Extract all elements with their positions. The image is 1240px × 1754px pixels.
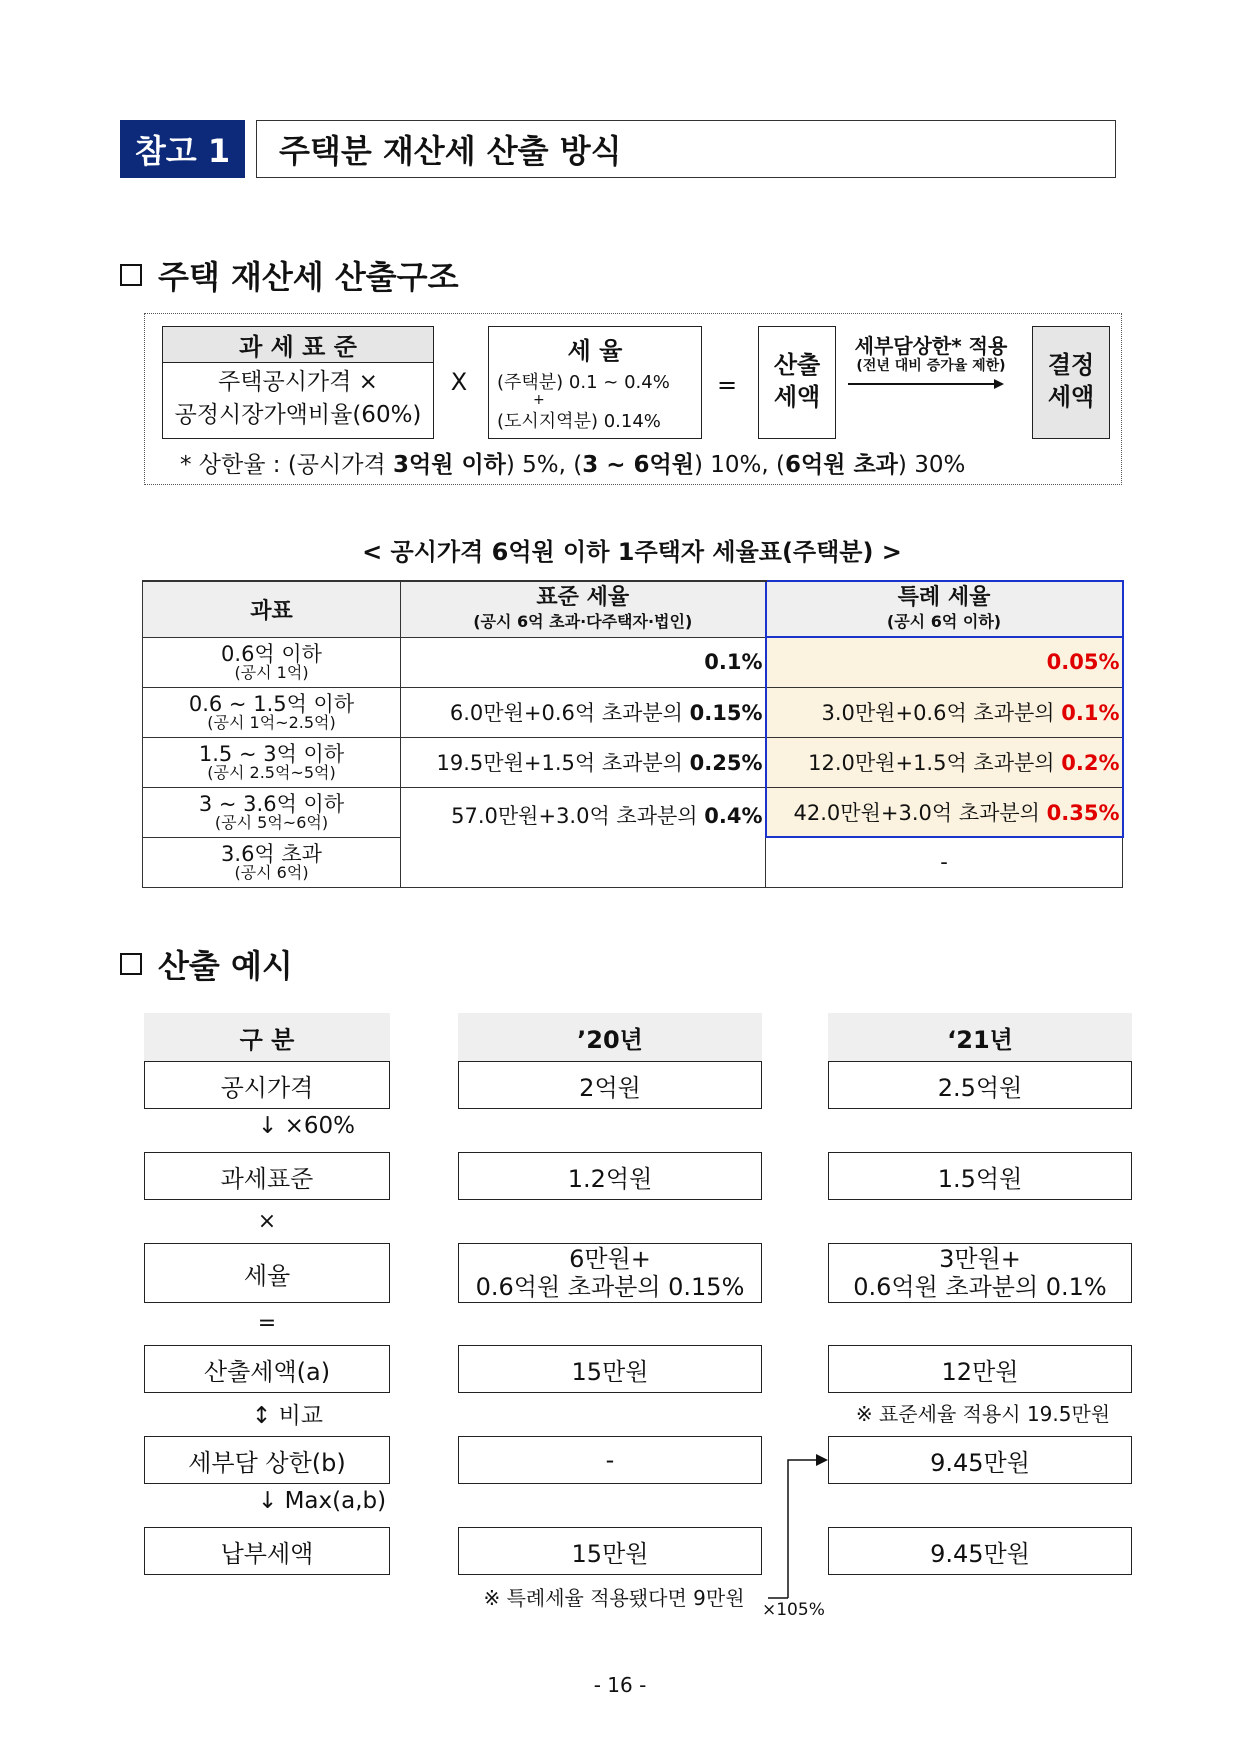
connector-max: ↓ Max(a,b): [258, 1488, 387, 1514]
table-caption: < 공시가격 6억원 이하 1주택자 세율표(주택분) >: [362, 537, 902, 566]
price-2021: 2.5억원: [828, 1061, 1132, 1109]
checkbox-square-icon: [120, 953, 142, 975]
bracket-cell: 0.6 ~ 1.5억 이하 (공시 1억~2.5억): [143, 687, 401, 737]
standard-rate-cell: 6.0만원+0.6억 초과분의 0.15%: [401, 687, 766, 737]
row-label-tax-cap: 세부담 상한(b): [144, 1436, 390, 1484]
tax-base-title: 과 세 표 준: [162, 326, 434, 363]
rate-2020: 6만원+ 0.6억원 초과분의 0.15%: [458, 1243, 762, 1303]
row-label-price: 공시가격: [144, 1061, 390, 1109]
header-bracket: 과표: [143, 581, 401, 637]
reference-badge: 참고 1: [120, 120, 245, 178]
checkbox-square-icon: [120, 264, 142, 286]
cap-2021: 9.45만원: [828, 1436, 1132, 1484]
bracket-cell: 3.6억 초과 (공시 6억): [143, 837, 401, 887]
calculated-tax-line2: 세액: [773, 383, 821, 412]
final-tax-line2: 세액: [1047, 383, 1095, 412]
base-2020: 1.2억원: [458, 1152, 762, 1200]
header-standard-rate: 표준 세율 (공시 6억 초과·다주택자·법인): [401, 581, 766, 637]
multiplier-105: ×105%: [762, 1600, 825, 1620]
final-tax-line1: 결정: [1047, 351, 1095, 379]
bracket-cell: 1.5 ~ 3억 이하 (공시 2.5억~5억): [143, 737, 401, 787]
section-heading-structure: [120, 255, 459, 295]
cap-label: 세부담상한* 적용: [854, 333, 1008, 358]
row-label-calculated-tax: 산출세액(a): [144, 1345, 390, 1393]
table-row: [143, 637, 1123, 687]
standard-rate-cell: 57.0만원+3.0억 초과분의 0.4%: [401, 787, 766, 887]
special-rate-cell: 12.0만원+1.5억 초과분의 0.2%: [766, 737, 1123, 787]
calculated-tax-line1: 산출: [773, 351, 821, 379]
connector-equals: =: [257, 1310, 277, 1336]
section-heading-text: 산출 예시: [158, 947, 293, 985]
section-heading-example: [120, 944, 293, 984]
page-number: - 16 -: [593, 1673, 647, 1697]
special-rate-cell: 0.05%: [766, 637, 1123, 687]
page-title: 주택분 재산세 산출 방식: [256, 120, 1116, 178]
pay-2020: 15만원: [458, 1527, 762, 1575]
right-arrow-icon: [846, 376, 1006, 392]
header-special-rate: 특례 세율 (공시 6억 이하): [766, 581, 1123, 637]
cap-sublabel: (전년 대비 증가율 제한): [856, 358, 1006, 374]
special-rate-cell: 3.0만원+0.6억 초과분의 0.1%: [766, 687, 1123, 737]
connector-times60: ↓ ×60%: [258, 1113, 355, 1139]
bracket-cell: 3 ~ 3.6억 이하 (공시 5억~6억): [143, 787, 401, 837]
table-row: [143, 737, 1123, 787]
tax-rate-title: 세 율: [567, 337, 623, 365]
equals-operator: =: [716, 371, 738, 399]
cap-connector-arrow-icon: [760, 1448, 832, 1600]
row-label-payable-tax: 납부세액: [144, 1527, 390, 1575]
table-header-row: [143, 581, 1123, 637]
tax-base-line1: 주택공시가격 ×: [218, 369, 378, 395]
table-row: [143, 787, 1123, 837]
row-label-tax-base: 과세표준: [144, 1152, 390, 1200]
standard-rate-cell: 19.5만원+1.5억 초과분의 0.25%: [401, 737, 766, 787]
connector-compare: ↕ 비교: [252, 1403, 324, 1429]
connector-times: ×: [257, 1208, 277, 1234]
tax-rate-line1: (주택분) 0.1 ~ 0.4%: [497, 372, 670, 393]
row-label-rate: 세율: [144, 1243, 390, 1303]
multiply-operator: X: [450, 368, 468, 396]
example-header-2020: ’20년: [458, 1013, 762, 1061]
tax-rate-line2: (도시지역분) 0.14%: [497, 410, 661, 432]
special-rate-cell: -: [766, 837, 1123, 887]
note-standard-rate-2021: ※ 표준세율 적용시 19.5만원: [855, 1402, 1111, 1426]
example-header-label: 구 분: [144, 1013, 390, 1061]
calc-2020: 15만원: [458, 1345, 762, 1393]
base-2021: 1.5억원: [828, 1152, 1132, 1200]
note-special-rate-2020: ※ 특례세율 적용됐다면 9만원: [483, 1586, 745, 1610]
special-rate-cell: 42.0만원+3.0억 초과분의 0.35%: [766, 787, 1123, 837]
pay-2021: 9.45만원: [828, 1527, 1132, 1575]
tax-rate-table: [142, 580, 1124, 888]
tax-base-formula: [162, 362, 434, 439]
tax-rate-box: [488, 326, 702, 439]
price-2020: 2억원: [458, 1061, 762, 1109]
calc-2021: 12만원: [828, 1345, 1132, 1393]
bracket-cell: 0.6억 이하 (공시 1억): [143, 637, 401, 687]
tax-rate-plus: +: [533, 392, 545, 408]
final-tax-box: [1032, 326, 1110, 439]
section-heading-text: 주택 재산세 산출구조: [158, 258, 459, 296]
standard-rate-cell: 0.1%: [401, 637, 766, 687]
tax-base-line2: 공정시장가액비율(60%): [174, 402, 422, 429]
cap-rate-footnote: * 상한율 : (공시가격 3억원 이하) 5%, (3 ~ 6억원) 10%, (6억원 초과) 30%: [180, 452, 966, 478]
cap-2020: -: [458, 1436, 762, 1484]
calculated-tax-box: [758, 326, 836, 439]
rate-2021: 3만원+ 0.6억원 초과분의 0.1%: [828, 1243, 1132, 1303]
example-header-2021: ‘21년: [828, 1013, 1132, 1061]
table-row: [143, 687, 1123, 737]
